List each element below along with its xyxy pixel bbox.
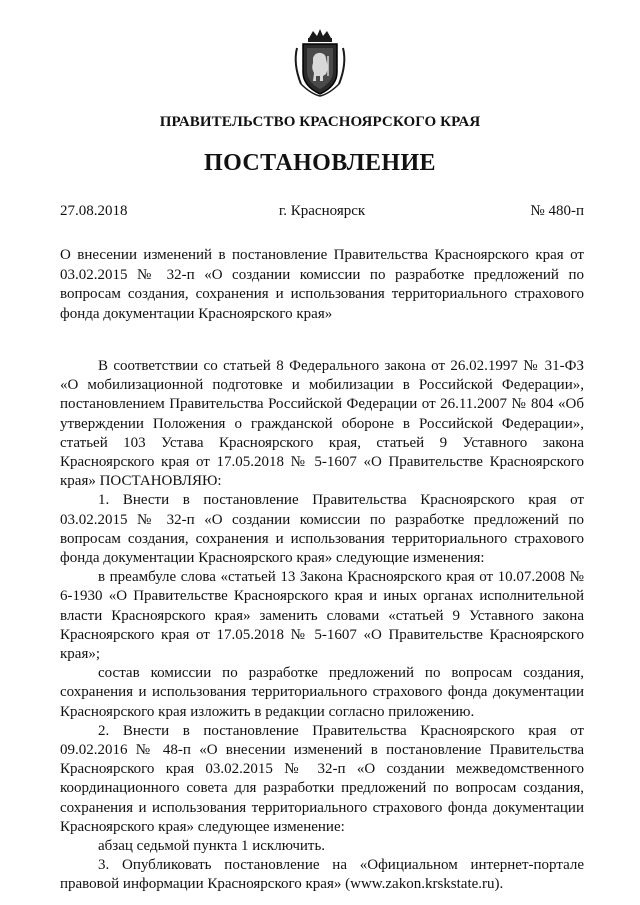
item-2-paragraph: 2. Внести в постановление Правительства Красноярского края от 09.02.2016 № 48-п «О внесении изменений в постановление Правительства Красноярского края 03.02.2015 № 32-п «О создании межведомственного координационного совета для разработки предложений по вопросам создания, сохранения и использования территориального страхового фонда документации Красноярского края» следующее изменение: xyxy=(60,722,584,835)
preamble-paragraph: В соответствии со статьей 8 Федерального закона от 26.02.1997 № 31-ФЗ «О мобилизационной подготовке и мобилизации в Российской Федерации», постановлением Правительства Российской Федерации от 26.11.2007 № 804 «Об утверждении Положения о гражданской обороне в Российской Федерации», статьей 103 Устава Красноярского края, статьей 9 Уставного закона Красноярского края от 17.05.2018 № 5-1607 «О Правительстве Красноярского края» ПОСТАНОВЛЯЮ: xyxy=(60,358,584,490)
coat-of-arms-icon xyxy=(291,28,349,98)
item-1-change-b: состав комиссии по разработке предложений по вопросам создания, сохранения и использования территориального страхового фонда документации Красноярского края изложить в редакции согласно приложению. xyxy=(60,665,584,720)
document-type-heading: ПОСТАНОВЛЕНИЕ xyxy=(204,150,436,176)
document-city: г. Красноярск xyxy=(278,203,366,219)
document-meta-row xyxy=(60,203,584,221)
item-3-paragraph: 3. Опубликовать постановление на «Официальном интернет-портале правовой информации Красноярского края» (www.zakon.krskstate.ru). xyxy=(60,857,584,893)
document-number: № 480-п xyxy=(530,203,584,219)
document-body xyxy=(60,357,584,895)
government-title: ПРАВИТЕЛЬСТВО КРАСНОЯРСКОГО КРАЯ xyxy=(159,114,481,130)
item-1-paragraph: 1. Внести в постановление Правительства Красноярского края от 03.02.2015 № 32-п «О создании комиссии по разработке предложений по вопросам создания, сохранения и использования территориального страхового фонда документации Красноярского края» следующие изменения: xyxy=(60,492,584,567)
item-1-change-a: в преамбуле слова «статьей 13 Закона Красноярского края от 10.07.2008 № 6-1930 «О Правительстве Красноярского края и иных органах исполнительной власти Красноярского края» заменить словами «статьей 9 Уставного закона Красноярского края от 17.05.2018 № 5-1607 «О Правительстве Красноярского края»; xyxy=(60,569,584,663)
document-date: 27.08.2018 xyxy=(60,203,128,219)
item-2-change-a: абзац седьмой пункта 1 исключить. xyxy=(98,838,326,855)
document-subject: О внесении изменений в постановление Правительства Красноярского края от 03.02.2015 № 32-п «О создании комиссии по разработке предложений по вопросам создания, сохранения и использования территориального страхового фонда документации Красноярского края» xyxy=(60,247,584,322)
